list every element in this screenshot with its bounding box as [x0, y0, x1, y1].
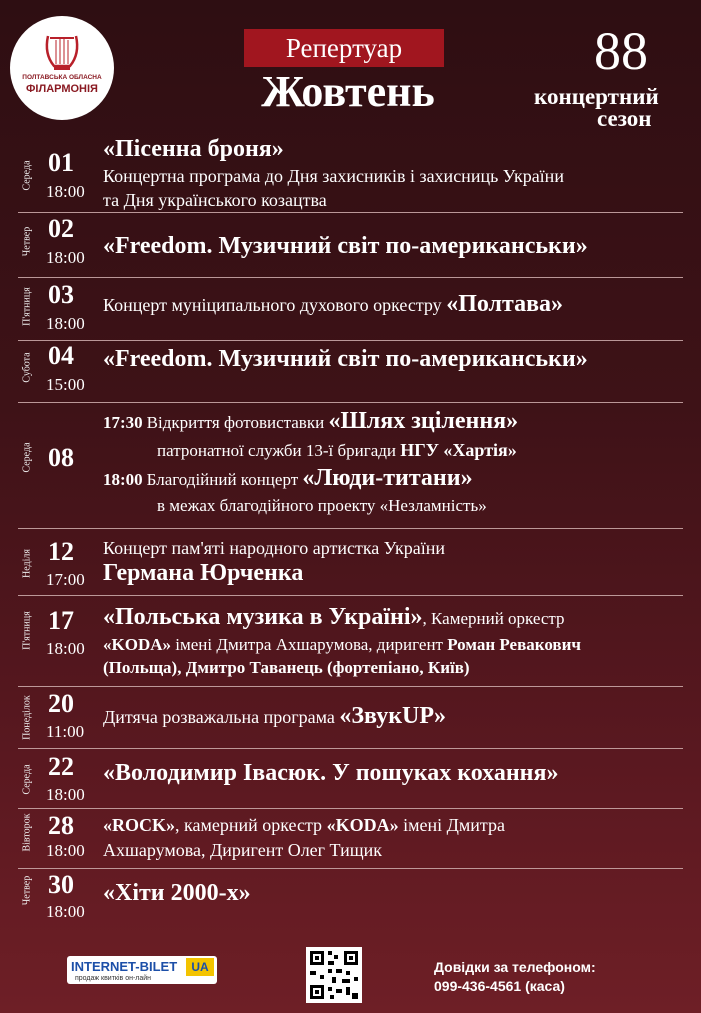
repertoire-label: Репертуар	[244, 29, 444, 67]
event-desc-bold: Роман Ревакович	[447, 635, 581, 654]
logo-line2: ФІЛАРМОНІЯ	[26, 83, 98, 95]
event-time: 17:30	[103, 413, 143, 432]
event-day: Середа	[21, 442, 33, 473]
season-line2: сезон	[597, 106, 652, 131]
ib-subtitle: продаж квитків он-лайн	[75, 975, 152, 982]
event-title: «Freedom. Музичний світ по-американськи»	[103, 346, 588, 372]
event-date: 17	[48, 606, 74, 635]
event-desc-bold: «KODA»	[103, 635, 171, 654]
event-desc: , Камерний оркестр	[422, 609, 565, 628]
event-day: Четвер	[21, 226, 33, 257]
event-title: «ROCK»	[103, 815, 175, 835]
divider	[18, 212, 683, 213]
event-desc: Благодійний концерт	[146, 470, 303, 489]
divider	[18, 686, 683, 687]
event-desc: Концерт пам'яті народного артистка України	[103, 538, 445, 558]
event-title: «Люди-титани»	[302, 465, 473, 491]
event-date: 30	[48, 870, 74, 899]
event-desc: Дитяча розважальна програма	[103, 707, 340, 727]
event-time: 18:00	[46, 248, 85, 267]
event-day: П'ятниця	[21, 287, 33, 326]
event-title: «ЗвукUP»	[339, 703, 447, 729]
event-desc: імені Дмитра	[398, 815, 505, 835]
event-date: 20	[48, 689, 74, 718]
event-day: Середа	[21, 764, 33, 795]
event-time: 18:00	[46, 841, 85, 860]
phone-label: Довідки за телефоном:	[434, 959, 596, 975]
event-day: П'ятниця	[21, 611, 33, 650]
lyre-icon	[40, 30, 84, 72]
event-desc: імені Дмитра Ахшарумова, диригент	[171, 635, 448, 654]
event-title: «Шлях зцілення»	[328, 408, 519, 434]
event-title: «Полтава»	[446, 291, 564, 317]
divider	[18, 402, 683, 403]
event-date: 28	[48, 811, 74, 840]
month-title: Жовтень	[261, 67, 435, 116]
event-time: 17:00	[46, 570, 85, 589]
event-desc: патронатної служби 13-ї бригади	[157, 441, 401, 460]
divider	[18, 748, 683, 749]
event-desc: Відкриття фотовиставки	[146, 413, 329, 432]
event-desc: Концерт муніципального духового оркестру	[103, 295, 447, 315]
event-title: «Хіти 2000-х»	[103, 880, 251, 906]
event-time: 18:00	[46, 182, 85, 201]
event-day: Понеділок	[21, 695, 33, 740]
divider	[18, 595, 683, 596]
season-line1: концертний	[534, 84, 659, 109]
event-day: Середа	[21, 160, 33, 191]
philharmonic-logo	[10, 16, 114, 120]
event-time: 18:00	[46, 785, 85, 804]
ib-ua: UA	[186, 958, 214, 976]
event-desc: в межах благодійного проекту «Незламність»	[157, 496, 487, 515]
event-time: 18:00	[46, 314, 85, 333]
event-desc: , камерний оркестр	[175, 815, 327, 835]
event-time: 11:00	[46, 722, 85, 741]
event-title: «Володимир Івасюк. У пошуках кохання»	[103, 760, 559, 786]
divider	[18, 340, 683, 341]
event-date: 01	[48, 148, 74, 177]
event-time: 18:00	[103, 470, 143, 489]
event-title: «Польська музика в Україні»	[103, 604, 423, 630]
event-title: «Freedom. Музичний світ по-американськи»	[103, 233, 588, 259]
internet-bilet-logo[interactable]	[67, 956, 217, 984]
event-desc-bold: НГУ «Хартія»	[400, 440, 517, 460]
qr-code-icon[interactable]	[306, 947, 362, 1003]
divider	[18, 528, 683, 529]
phone-number[interactable]: 099-436-4561 (каса)	[434, 978, 565, 994]
event-day: Неділя	[21, 549, 33, 578]
event-date: 03	[48, 280, 74, 309]
event-desc: та Дня українського козацтва	[103, 190, 327, 210]
event-desc: Концертна програма до Дня захисників і захисниць України	[103, 166, 564, 186]
event-desc-bold: (Польща), Дмитро Таванець (фортепіано, Київ)	[103, 658, 470, 677]
divider	[18, 868, 683, 869]
event-time: 18:00	[46, 639, 85, 658]
event-date: 22	[48, 752, 74, 781]
event-date: 08	[48, 443, 74, 472]
logo-line1: ПОЛТАВСЬКА ОБЛАСНА	[22, 74, 102, 81]
divider	[18, 808, 683, 809]
event-title: «Пісенна броня»	[103, 136, 284, 162]
event-day: Вівторок	[21, 813, 33, 852]
event-day: Четвер	[21, 875, 33, 906]
divider	[18, 277, 683, 278]
event-desc-bold: «KODA»	[326, 815, 399, 835]
event-day: Субота	[21, 352, 33, 383]
ib-name: INTERNET-BILET	[71, 959, 178, 974]
event-title: Германа Юрченка	[103, 560, 304, 586]
event-date: 02	[48, 214, 74, 243]
event-date: 04	[48, 341, 74, 370]
event-date: 12	[48, 537, 74, 566]
event-desc: Ахшарумова, Диригент Олег Тищик	[103, 840, 382, 860]
season-number: 88	[594, 21, 648, 81]
event-time: 15:00	[46, 375, 85, 394]
event-time: 18:00	[46, 902, 85, 921]
